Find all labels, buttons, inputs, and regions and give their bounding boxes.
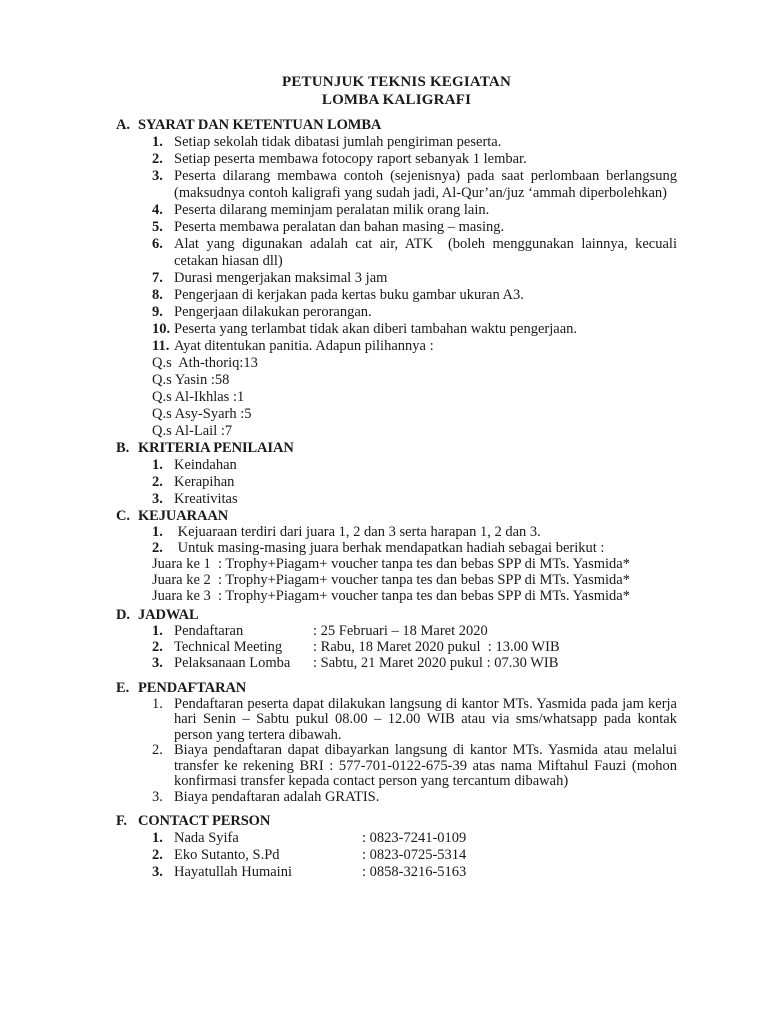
item-label: Nada Syifa — [174, 830, 239, 846]
item-number: 1. — [152, 524, 163, 540]
item-number: 11. — [152, 338, 170, 354]
list-item — [152, 540, 677, 556]
section-a — [116, 117, 681, 440]
document-title-line-1: PETUNJUK TEKNIS KEGIATAN — [281, 74, 511, 90]
item-value: : 0858-3216-5163 — [362, 864, 467, 880]
list-item — [152, 287, 677, 304]
item-number: 2. — [152, 151, 163, 167]
list-item — [152, 321, 677, 338]
section-letter: E. — [116, 680, 130, 696]
item-text: Peserta membawa peralatan dan bahan masing – masing. — [174, 219, 505, 235]
list-item — [152, 134, 677, 151]
item-text: Alat yang digunakan adalah cat air, ATK (boleh menggunakan lainnya, kecuali cetakan hiasan dll) — [174, 236, 681, 269]
item-text: Setiap peserta membawa fotocopy raport sebanyak 1 lembar. — [174, 151, 527, 167]
sub-list-item: Q.s Al-Ikhlas :1 — [152, 389, 245, 405]
item-text: Pengerjaan dilakukan perorangan. — [174, 304, 372, 320]
section-c — [116, 508, 677, 604]
section-letter: C. — [116, 508, 130, 524]
document-title — [116, 74, 677, 109]
item-text: Pendaftaran peserta dapat dilakukan langsung di kantor MTs. Yasmida pada jam kerja hari Senin – Sabtu pukul 08.00 – 12.00 WIB atau via sms/whatsapp pada kontak person yang tertera dibawah. — [174, 695, 681, 743]
list-item — [152, 457, 677, 474]
list-item — [152, 270, 677, 287]
item-number: 1. — [152, 695, 163, 712]
item-number: 3. — [152, 491, 163, 507]
section-letter: D. — [116, 607, 130, 623]
item-number: 2. — [152, 540, 163, 556]
list-item — [152, 219, 677, 236]
item-number: 1. — [152, 134, 163, 150]
item-number: 1. — [152, 457, 163, 473]
item-label: Eko Sutanto, S.Pd — [174, 847, 280, 863]
item-number: 4. — [152, 202, 163, 218]
list-item — [152, 623, 677, 639]
list-item — [152, 639, 677, 655]
item-number: 3. — [152, 168, 163, 184]
section-heading-text: CONTACT PERSON — [138, 813, 271, 829]
section-d — [116, 607, 677, 671]
item-number: 2. — [152, 742, 163, 758]
item-text: Kejuaraan terdiri dari juara 1, 2 dan 3 serta harapan 1, 2 dan 3. — [174, 524, 541, 540]
sub-list-item: Q.s Al-Lail :7 — [152, 423, 233, 439]
item-number: 3. — [152, 655, 163, 671]
list-item — [152, 524, 677, 540]
list-item — [152, 864, 677, 881]
item-number: 2. — [152, 639, 163, 655]
section-heading-text: KEJUARAAN — [138, 508, 229, 524]
item-text: Durasi mengerjakan maksimal 3 jam — [174, 270, 388, 286]
item-value: : 0823-7241-0109 — [362, 830, 467, 846]
item-text — [174, 623, 677, 639]
item-text — [174, 830, 677, 847]
item-text — [174, 864, 677, 881]
section-heading — [116, 508, 677, 524]
sub-list-item: Juara ke 2 : Trophy+Piagam+ voucher tanpa tes dan bebas SPP di MTs. Yasmida* — [152, 572, 630, 588]
item-text: Kreativitas — [174, 491, 238, 507]
document-body — [116, 117, 681, 881]
list-item — [152, 338, 677, 355]
item-number: 2. — [152, 474, 163, 490]
section-heading — [116, 117, 677, 134]
list-item — [152, 790, 677, 806]
item-number: 5. — [152, 219, 163, 235]
list-item — [152, 655, 677, 671]
item-text: Pengerjaan di kerjakan pada kertas buku gambar ukuran A3. — [174, 287, 524, 303]
list-item — [152, 168, 681, 202]
section-heading — [116, 813, 677, 830]
list-item — [152, 236, 681, 270]
section-heading-text: JADWAL — [138, 607, 199, 623]
item-label: Technical Meeting — [174, 639, 283, 655]
item-text: Peserta dilarang meminjam peralatan milik orang lain. — [174, 202, 490, 218]
item-text: Biaya pendaftaran adalah GRATIS. — [174, 788, 380, 805]
item-text: Peserta dilarang membawa contoh (sejenisnya) pada saat perlombaan berlangsung (maksudnya contoh kaligrafi yang sudah jadi, Al-Qur’an/juz ‘ammah diperbolehkan) — [174, 168, 681, 201]
item-value: : Rabu, 18 Maret 2020 pukul : 13.00 WIB — [313, 639, 560, 655]
section-heading-text: KRITERIA PENILAIAN — [138, 440, 294, 456]
section-f — [116, 813, 677, 881]
item-text: Setiap sekolah tidak dibatasi jumlah pengiriman peserta. — [174, 134, 502, 150]
item-number: 1. — [152, 623, 163, 639]
list-item — [152, 695, 681, 744]
item-text — [174, 655, 677, 671]
item-value: : Sabtu, 21 Maret 2020 pukul : 07.30 WIB — [313, 655, 559, 671]
item-label: Pendaftaran — [174, 623, 244, 639]
list-item — [152, 847, 677, 864]
item-number: 2. — [152, 847, 163, 863]
item-text — [174, 639, 677, 655]
sub-list-item: Q.s Yasin :58 — [152, 372, 230, 388]
item-number: 3. — [152, 864, 163, 880]
section-heading-text: PENDAFTARAN — [138, 680, 247, 696]
document-title-line-2: LOMBA KALIGRAFI — [321, 91, 472, 108]
item-number: 6. — [152, 236, 163, 252]
list-item — [152, 151, 677, 168]
sub-list-item: Juara ke 1 : Trophy+Piagam+ voucher tanpa tes dan bebas SPP di MTs. Yasmida* — [152, 556, 630, 572]
section-heading — [116, 681, 677, 697]
section-letter: A. — [116, 117, 130, 133]
item-number: 10. — [152, 321, 171, 337]
item-text: Untuk masing-masing juara berhak mendapatkan hadiah sebagai berikut : — [174, 540, 605, 556]
item-number: 8. — [152, 287, 163, 303]
section-letter: F. — [116, 813, 127, 829]
item-text: Kerapihan — [174, 474, 235, 490]
list-item — [152, 304, 677, 321]
list-item — [152, 742, 681, 790]
list-item — [152, 491, 677, 508]
section-heading-text: SYARAT DAN KETENTUAN LOMBA — [138, 117, 382, 133]
list-item — [152, 202, 677, 219]
item-text: Peserta yang terlambat tidak akan diberi tambahan waktu pengerjaan. — [174, 321, 578, 337]
list-item — [152, 830, 677, 847]
item-text: Keindahan — [174, 457, 237, 473]
item-number: 9. — [152, 304, 163, 320]
section-b — [116, 440, 677, 508]
section-heading — [116, 440, 677, 457]
item-text: Ayat ditentukan panitia. Adapun pilihannya : — [174, 338, 434, 354]
sub-list-item: Q.s Ath-thoriq:13 — [152, 355, 258, 371]
item-number: 7. — [152, 270, 163, 286]
list-item — [152, 474, 677, 491]
item-value: : 0823-0725-5314 — [362, 847, 467, 863]
item-text: Biaya pendaftaran dapat dibayarkan langsung di kantor MTs. Yasmida atau melalui transfer ke rekening BRI : 577-701-0122-675-39 atas nama Miftahul Fauzi (mohon konfirmasi transfer kepada contact person yang tercantum dibawah) — [174, 742, 681, 789]
item-text — [174, 847, 677, 864]
section-letter: B. — [116, 440, 130, 456]
sub-list-item: Juara ke 3 : Trophy+Piagam+ voucher tanpa tes dan bebas SPP di MTs. Yasmida* — [152, 588, 630, 604]
item-label: Hayatullah Humaini — [174, 864, 292, 880]
sub-list-item: Q.s Asy-Syarh :5 — [152, 406, 252, 422]
section-e — [116, 680, 681, 805]
item-label: Pelaksanaan Lomba — [174, 655, 291, 671]
section-heading — [116, 607, 677, 623]
item-number: 1. — [152, 830, 163, 846]
item-number: 3. — [152, 788, 163, 805]
item-value: : 25 Februari – 18 Maret 2020 — [313, 623, 488, 639]
